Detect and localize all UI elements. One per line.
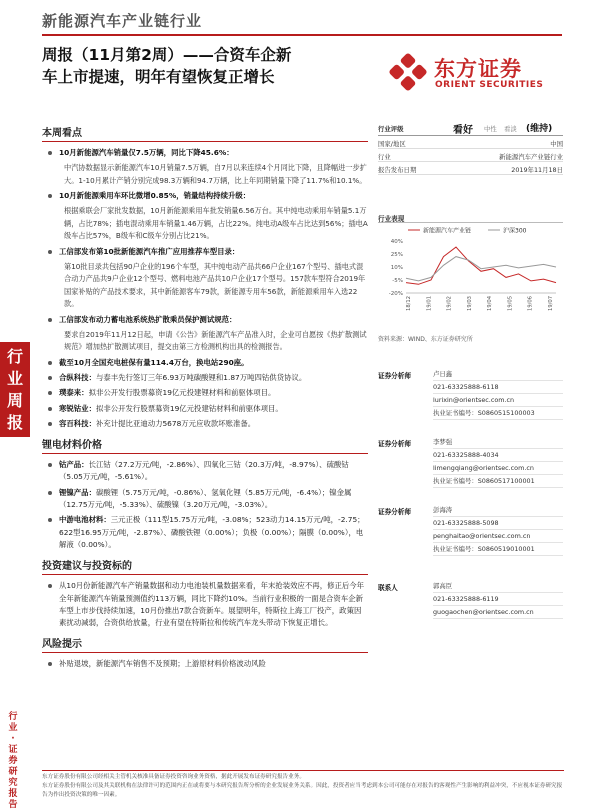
- info-row: 国家/地区 中国: [378, 136, 563, 149]
- chart-title: 行业表现: [378, 211, 563, 223]
- analyst-card: 证券分析师 卢日鑫 021-63325888-6118 lurixin@orientsec.com.cn 执业证书编号：S0860515100003: [378, 368, 563, 436]
- bullet-detail: 要求自2019年11月12日起，申请《公告》新能源汽车产品准入时，企业可自愿按《热扩散测试规范》增加热扩散测试项目，提交由第三方检测机构出具的检测报告。: [64, 329, 367, 352]
- section-heading-invest: 投资建议与投资标的: [42, 561, 132, 573]
- analyst-phone: 021-63325888-4034: [433, 449, 563, 462]
- analyst-card: 证券分析师 李梦强 021-63325888-4034 limengqiang@orientsec.com.cn 执业证书编号：S0860517100001: [378, 436, 563, 504]
- rating-value: 看好: [453, 125, 473, 136]
- bullet-detail: 根据乘联会厂家批发数据，10月新能源乘用车批发销量6.56万台。其中纯电动乘用车销量5.1万辆，占比78%；插电混动乘用车销量1.46万辆，占比22%。纯电动A级车占比达到56%；插电A级车占比57%，B级车和C级车分别占比21%。: [64, 206, 368, 241]
- x-tick-label: 19/01: [426, 296, 433, 311]
- bullet-item: 中游电池材料：三元正极（111型15.75万元/吨，-3.08%；523动力14.15万元/吨，-2.75；622型16.95万元/吨，-2.87%）、磷酸铁锂（0.00%）；负极（0.00%）；隔膜（0.00%），电解液（0.00%）。: [42, 514, 368, 551]
- info-row: 行业 新能源汽车产业链行业: [378, 149, 563, 162]
- bullet-item: 合纵科技：与泰丰先行签订三年6.93万吨碳酸锂和1.87万吨四钴供货协议。: [42, 372, 368, 384]
- y-tick-label: -5%: [392, 278, 403, 284]
- analyst-cert: 执业证书编号：S0860515100003: [433, 407, 563, 420]
- performance-chart-block: [378, 211, 563, 317]
- right-sidebar: [378, 120, 563, 616]
- y-tick-label: -20%: [388, 291, 403, 297]
- report-title-line1: 周报（11月第2周）——合资车企新: [42, 46, 292, 64]
- bullet-item: 10月新能源乘用车环比微增0.85%，销量结构持续升级：: [42, 190, 368, 202]
- bullet-item: 工信部发布动力蓄电池系统热扩散乘员保护测试规范：: [42, 314, 368, 326]
- bullet-item: 容百科技：补充计提比亚迪动力5678万元应收款坏账准备。: [42, 418, 368, 430]
- company-logo: [388, 50, 563, 96]
- x-tick-label: 19/06: [527, 296, 534, 311]
- legend-label-series1: 新能源汽车产业链: [423, 227, 472, 235]
- y-tick-label: 40%: [390, 239, 403, 245]
- section-rule: [42, 574, 368, 575]
- info-row: 报告发布日期 2019年11月18日: [378, 162, 563, 175]
- analyst-email[interactable]: limengqiang@orientsec.com.cn: [433, 462, 563, 475]
- bullet-item: 锂镍产品：碳酸锂（5.75万元/吨，-0.86%）、氢氧化锂（5.85万元/吨，-6.4%）；镍金属（12.75万元/吨，-5.33%）、硫酸镍（3.20万元/吨，-3.03%）。: [42, 487, 368, 512]
- bullet-item: 10月新能源汽车销量仅7.5万辆，同比下降45.6%：: [42, 147, 368, 159]
- y-tick-label: 10%: [390, 265, 403, 271]
- report-type-tab: 行 业 周 报: [0, 342, 30, 437]
- logo-name-cn: 东方证券: [434, 57, 522, 81]
- bullet-item: 璞泰来：拟非公开发行股票募资19亿元投建锂材料和前驱体项目。: [42, 387, 368, 399]
- bullet-detail: 第10批目录共包括90户企业的196个车型，其中纯电动产品共66户企业167个型号、插电式混合动力产品共9户企业12个型号、燃料电池产品共10户企业17个型号。157款车型符合2019年国家补贴的产品技术要求，其中新能源客车79款，新能源专用车56款，新能源乘用车入选22款。: [64, 261, 366, 309]
- logo-name-en: ORIENT SECURITIES: [435, 80, 544, 90]
- rating-row: [378, 120, 563, 136]
- bullet-item: 从10月份新能源汽车产销量数据和动力电池装机量数据来看，年末抢装效应不再，修正后今年全年新能源汽车销量预测值约113万辆，同比下降约10%。当前行业积极的一面是合资车企新车型上市步伐持续加速，10月份推出7款合资新车。展望明年，特斯拉上海工厂投产，政策因素扰动减弱，合资供给放量，行业有望在特斯拉和传统汽车龙头带动下恢复正增长。: [42, 580, 368, 629]
- industry-title: 新能源汽车产业链行业: [42, 12, 203, 30]
- y-tick-label: 25%: [390, 252, 403, 258]
- legend-label-series2: 沪深300: [503, 227, 527, 235]
- report-title-line2: 车上市提速，明年有望恢复正增长: [42, 68, 275, 86]
- header-rule: [42, 34, 562, 36]
- section-rule: [42, 141, 368, 142]
- contact-phone: 021-63325888-6119: [433, 593, 563, 606]
- contact-card: 联系人 郭高臣 021-63325888-6119 guogaochen@orientsec.com.cn: [378, 580, 563, 640]
- series-line-2: [406, 257, 556, 281]
- header-band: [0, 0, 600, 34]
- side-report-tag: 行 业 · 证 券 研 究 报 告: [8, 712, 18, 810]
- section-heading-risk: 风险提示: [42, 639, 82, 651]
- section-heading-battery: 锂电材料价格: [42, 440, 102, 452]
- analyst-name: 卢日鑫: [433, 368, 563, 381]
- bullet-item: 工信部发布第10批新能源汽车推广应用推荐车型目录：: [42, 246, 368, 258]
- logo-mark-icon: [388, 52, 428, 92]
- analyst-name: 李梦强: [433, 436, 563, 449]
- rating-label: 行业评级: [378, 125, 404, 133]
- x-tick-label: 19/07: [548, 296, 554, 311]
- analyst-phone: 021-63325888-6118: [433, 381, 563, 394]
- performance-chart: [378, 223, 563, 315]
- x-tick-label: 19/04: [487, 296, 494, 311]
- analyst-cert: 执业证书编号：S0860517100001: [433, 475, 563, 488]
- bullet-detail: 中汽协数据显示新能源汽车10月销量7.5万辆，自7月以来连续4个月同比下降，且降幅进一步扩大。1-10月累计产销分别完成98.3万辆和94.7万辆，比上年同期销量下降了11.7%和10.1%。: [64, 163, 367, 185]
- x-tick-label: 19/02: [446, 296, 453, 311]
- analyst-name: 彭海涛: [433, 504, 563, 517]
- analyst-cert: 执业证书编号：S0860519010001: [433, 543, 563, 556]
- x-tick-label: 18/12: [406, 296, 412, 311]
- section-rule: [42, 652, 368, 653]
- rating-status: (维持): [526, 124, 553, 134]
- analyst-list: [378, 368, 563, 640]
- main-content: [42, 124, 368, 674]
- contact-name: 郭高臣: [433, 580, 563, 593]
- bullet-item: 寒锐钴业：拟非公开发行股票募资19亿元投建钴材料和前驱体项目。: [42, 403, 368, 415]
- bullet-item: 钴产品：长江钴（27.2万元/吨，-2.86%）、四氧化三钴（20.3万/吨，-8.97%）、硫酸钴（5.05万元/吨，-5.61%）。: [42, 459, 368, 484]
- section-rule: [42, 453, 368, 454]
- report-title: [42, 44, 372, 88]
- analyst-email[interactable]: penghaitao@orientsec.com.cn: [433, 530, 563, 543]
- bullet-item: 补贴退坡，新能源汽车销售不及预期；上游原材料价格波动风险: [42, 658, 368, 670]
- disclaimer: 东方证券股份有限公司经相关主管机关核准具备证券投资咨询业务资格，据此开展发布证券研究报告业务。 东方证券股份有限公司及其关联机构在法律许可的范围内正在或将要与本研究报告所分析的企业发展业务关系。因此，投资者应当考虑到本公司可能存在对报告的客观性产生影响的利益冲突，不应视本证券研究报告为作出投资决策的唯一因素。: [42, 770, 564, 800]
- analyst-card: 证券分析师 彭海涛 021-63325888-5098 penghaitao@orientsec.com.cn 执业证书编号：S0860519010001: [378, 504, 563, 572]
- x-tick-label: 19/05: [507, 296, 514, 311]
- rating-bear: 看淡: [504, 125, 517, 133]
- contact-email[interactable]: guogaochen@orientsec.com.cn: [433, 606, 563, 619]
- chart-source: 资料来源：WIND、东方证券研究所: [378, 336, 473, 343]
- bullet-item: 截至10月全国充电桩保有量114.4万台，换电站290座。: [42, 357, 368, 369]
- analyst-phone: 021-63325888-5098: [433, 517, 563, 530]
- section-heading-weekly: 本周看点: [42, 128, 82, 139]
- analyst-email[interactable]: lurixin@orientsec.com.cn: [433, 394, 563, 407]
- x-tick-label: 19/03: [466, 296, 473, 311]
- rating-neutral: 中性: [484, 125, 497, 133]
